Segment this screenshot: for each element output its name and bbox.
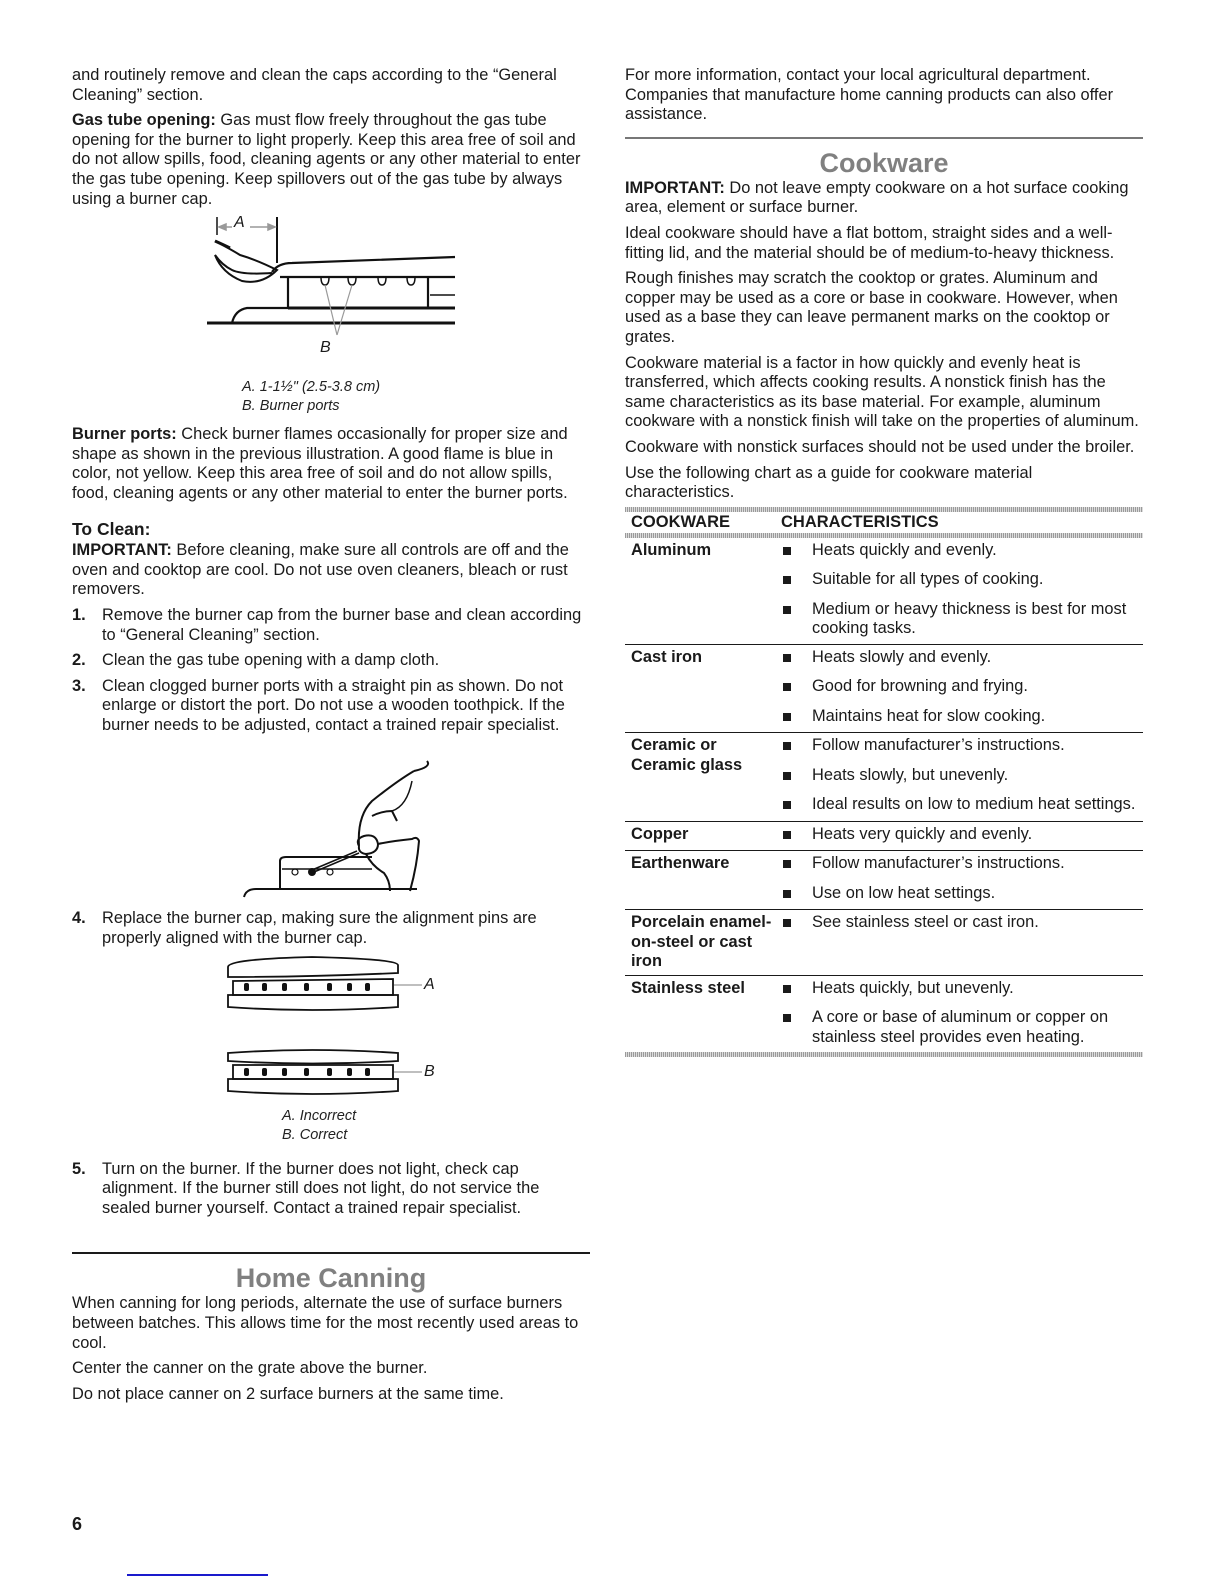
characteristic-text: See stainless steel or cast iron. [812,913,1039,932]
gas-tube-text: Gas must flow freely throughout the gas tube opening for the burner to light properly. Keep this area free of soil and do not allow spills, food, cleaning agents or any other material to enter the gas tube opening. Keep spillovers out of the gas tube by always using a burner cap. [72,111,581,208]
cookware-table [625,507,1143,1058]
characteristic-item [781,884,1143,905]
characteristic-item [781,541,1143,562]
to-clean-important [72,541,590,600]
square-bullet-icon [781,913,812,934]
characteristic-text: Heats quickly and evenly. [812,540,997,559]
intro-paragraph: and routinely remove and clean the caps according to the “General Cleaning” section. [72,66,557,104]
characteristic-item [781,600,1143,639]
cookware-name: Earthenware [631,854,730,873]
header-cookware: COOKWARE [631,512,730,531]
characteristic-item [781,825,1143,846]
cleaning-steps-list [72,606,590,736]
square-bullet-icon [781,736,812,757]
cookware-paragraph: Cookware with nonstick surfaces should not be used under the broiler. [625,437,1135,456]
characteristic-text: Heats slowly, but unevenly. [812,765,1009,784]
cleaning-steps-list-continued [72,909,590,948]
characteristic-text: A core or base of aluminum or copper on stainless steel provides even heating. [812,1008,1109,1046]
characteristic-text: Maintains heat for slow cooking. [812,706,1046,725]
cleaning-step [72,677,590,736]
step-number: 3. [72,676,86,695]
step-text: Turn on the burner. If the burner does not light, check cap alignment. If the burner still does not light, do not service the sealed burner yourself. Contact a trained repair specialist. [102,1159,540,1217]
characteristic-text: Good for browning and frying. [812,677,1028,696]
important-label: IMPORTANT: [625,178,725,197]
pin-cleaning-figure [72,741,590,909]
cookware-paragraph: Use the following chart as a guide for cookware material characteristics. [625,463,1033,502]
cookware-paragraph: Rough finishes may scratch the cooktop or grates. Aluminum and copper may be used as a core or base in cookware. However, when used as a base they can leave permanent marks on the cooktop or grates. [625,269,1118,346]
table-row [625,850,1143,909]
cookware-name: Copper [631,824,689,843]
left-column [72,66,590,1410]
right-column [625,66,1143,1057]
characteristic-item [781,648,1143,669]
figure3-caption-b: B. Correct [282,1126,348,1143]
cookware-paragraph: Cookware material is a factor in how quickly and evenly heat is transferred, which affects cooking results. A nonstick finish has the same characteristics as its base material. For example, aluminum cookware with a nonstick finish will take on the properties of aluminum. [625,353,1139,431]
figure1-label-b: B [320,339,331,357]
table-bottom-rule [625,1052,1143,1057]
table-row [625,732,1143,821]
characteristic-text: Heats quickly, but unevenly. [812,978,1014,997]
square-bullet-icon [781,570,812,591]
characteristic-text: Use on low heat settings. [812,883,996,902]
characteristic-text: Heats very quickly and evenly. [812,824,1033,843]
cap-alignment-illustration [72,955,590,1105]
cleaning-step [72,1160,590,1219]
table-header-row [625,512,1143,533]
step-text: Remove the burner cap from the burner base and clean according to “General Cleaning” section. [102,605,582,644]
step-number: 1. [72,605,86,624]
cookware-paragraph: Ideal cookware should have a flat bottom, straight sides and a well-fitting lid, and the material should be of medium-to-heavy thickness. [625,223,1115,262]
characteristic-item [781,766,1143,787]
cleaning-step [72,909,590,948]
characteristic-item [781,677,1143,698]
characteristic-item [781,736,1143,757]
square-bullet-icon [781,1008,812,1047]
burner-ports-paragraph [72,425,590,503]
home-canning-title: Home Canning [235,1263,427,1294]
characteristic-text: Follow manufacturer’s instructions. [812,854,1065,873]
cleaning-step [72,606,590,645]
important-text: Before cleaning, make sure all controls are off and the oven and cooktop are cool. Do not use oven cleaners, bleach or rust removers. [72,541,569,599]
characteristic-text: Suitable for all types of cooking. [812,570,1044,589]
characteristic-text: Medium or heavy thickness is best for most cooking tasks. [812,599,1127,638]
characteristic-item [781,854,1143,875]
home-canning-paragraph: When canning for long periods, alternate the use of surface burners between batches. This allows time for the most recently used areas to cool. [72,1294,579,1352]
blue-underline-rule [127,1574,268,1576]
gas-tube-label: Gas tube opening: [72,111,216,130]
home-canning-paragraph: Do not place canner on 2 surface burners at the same time. [72,1384,504,1403]
burner-cross-section-illustration [72,215,590,365]
cookware-name: Cast iron [631,647,703,666]
square-bullet-icon [781,541,812,562]
to-clean-heading: To Clean: [72,518,151,539]
cleaning-steps-list-final [72,1160,590,1219]
figure3-caption-a: A. Incorrect [282,1107,357,1124]
header-characteristics: CHARACTERISTICS [781,512,939,531]
cookware-important [625,179,1143,218]
cookware-name: Stainless steel [631,978,745,997]
characteristic-text: Heats slowly and evenly. [812,647,992,666]
burner-ports-label: Burner ports: [72,425,177,444]
square-bullet-icon [781,707,812,728]
characteristic-item [781,1008,1143,1047]
table-row [625,821,1143,851]
step-text: Clean clogged burner ports with a straight pin as shown. Do not enlarge or distort the port. Do not use a wooden toothpick. If the burner needs to be adjusted, contact a trained repair specialist. [102,676,565,734]
figure3-label-b: B [424,1062,435,1080]
gas-tube-paragraph [72,111,590,209]
cookware-name: Ceramic or Ceramic glass [631,736,743,774]
step-number: 5. [72,1159,86,1178]
characteristic-item [781,707,1143,728]
table-row [625,975,1143,1053]
table-row [625,644,1143,733]
canning-info-paragraph: For more information, contact your local agricultural department. Companies that manufacture home canning products can also offer assistance. [625,66,1114,124]
cookware-title: Cookware [819,147,949,178]
section-divider [625,137,1143,139]
cookware-name: Porcelain enamel-on-steel or cast iron [631,913,772,971]
characteristic-item [781,913,1143,934]
step-text: Replace the burner cap, making sure the alignment pins are properly aligned with the burner cap. [102,909,537,948]
section-divider [72,1252,590,1254]
square-bullet-icon [781,854,812,875]
page-number: 6 [72,1514,83,1534]
square-bullet-icon [781,677,812,698]
cleaning-step [72,651,590,671]
square-bullet-icon [781,600,812,639]
square-bullet-icon [781,648,812,669]
burner-cross-section-figure [72,215,590,425]
characteristic-text: Ideal results on low to medium heat settings. [812,795,1136,814]
figure3-label-a: A [424,975,435,993]
square-bullet-icon [781,979,812,1000]
characteristic-item [781,795,1143,816]
figure1-caption-b: B. Burner ports [242,398,340,415]
table-row [625,909,1143,975]
step-number: 4. [72,909,86,928]
characteristic-text: Follow manufacturer’s instructions. [812,736,1065,755]
important-label: IMPORTANT: [72,541,172,560]
characteristic-item [781,570,1143,591]
square-bullet-icon [781,884,812,905]
cap-alignment-figure [72,955,590,1160]
hand-with-pin-illustration [72,741,590,909]
home-canning-paragraph: Center the canner on the grate above the burner. [72,1359,428,1378]
step-text: Clean the gas tube opening with a damp cloth. [102,651,440,670]
square-bullet-icon [781,766,812,787]
figure1-label-a: A [234,214,245,232]
figure1-caption-a: A. 1-1½" (2.5-3.8 cm) [242,379,381,396]
characteristic-item [781,979,1143,1000]
important-text: Do not leave empty cookware on a hot surface cooking area, element or surface burner. [625,178,1129,217]
table-row [625,538,1143,644]
square-bullet-icon [781,795,812,816]
step-number: 2. [72,651,86,670]
cookware-name: Aluminum [631,540,712,559]
square-bullet-icon [781,825,812,846]
burner-ports-text: Check burner flames occasionally for proper size and shape as shown in the previous illustration. A good flame is blue in color, not yellow. Keep this area free of soil and do not allow spills, food, cleaning agents or any other material to enter the burner ports. [72,425,568,502]
